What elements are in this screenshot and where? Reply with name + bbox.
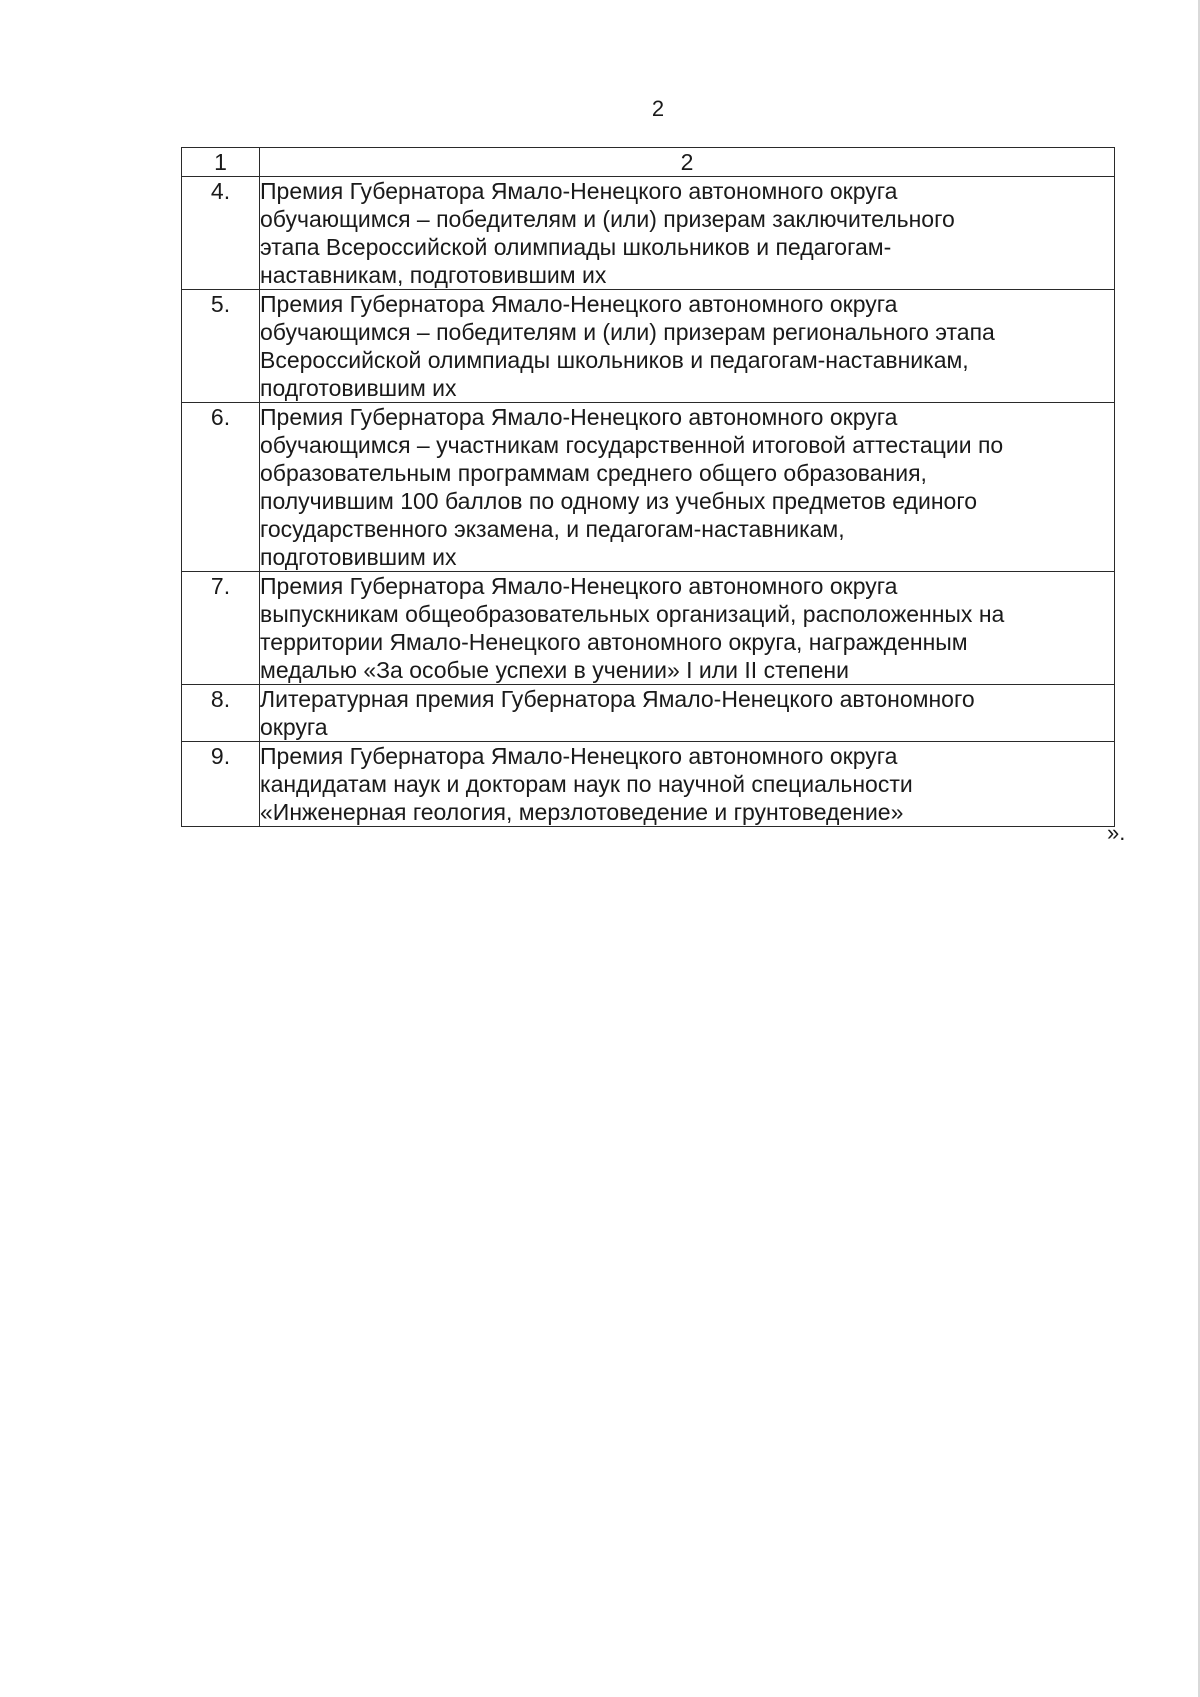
table-row (182, 685, 1115, 742)
award-title-line: государственного экзамена, и педагогам-наставникам, (260, 516, 845, 542)
table-row (182, 290, 1115, 403)
row-number: 6. (182, 403, 260, 572)
award-title-line: округа (260, 714, 328, 740)
table-row (182, 177, 1115, 290)
award-title-line: медалью «За особые успехи в учении» I или II степени (260, 657, 849, 683)
award-title-line: образовательным программам среднего общего образования, (260, 460, 927, 486)
award-title-line: Литературная премия Губернатора Ямало-Ненецкого автономного (260, 686, 975, 712)
table-row (182, 572, 1115, 685)
award-title (260, 290, 1115, 403)
award-title-line: обучающимся – участникам государственной итоговой аттестации по (260, 432, 1004, 458)
row-number: 8. (182, 685, 260, 742)
award-title (260, 685, 1115, 742)
award-title-line: этапа Всероссийской олимпиады школьников и педагогам- (260, 234, 892, 260)
award-title-line: Премия Губернатора Ямало-Ненецкого автономного округа (260, 291, 898, 317)
award-title-line: Премия Губернатора Ямало-Ненецкого автономного округа (260, 573, 898, 599)
column-header-number: 1 (182, 148, 260, 177)
table-body (182, 148, 1115, 827)
award-title-line: подготовившим их (260, 375, 457, 401)
award-title-line: «Инженерная геология, мерзлотоведение и грунтоведение» (260, 799, 904, 825)
award-title-line: подготовившим их (260, 544, 457, 570)
row-number: 5. (182, 290, 260, 403)
award-title (260, 572, 1115, 685)
award-title (260, 177, 1115, 290)
award-title-line: наставникам, подготовившим их (260, 262, 607, 288)
award-title-line: Всероссийской олимпиады школьников и педагогам-наставникам, (260, 347, 969, 373)
award-title-line: Премия Губернатора Ямало-Ненецкого автономного округа (260, 404, 898, 430)
row-number: 7. (182, 572, 260, 685)
award-title-line: территории Ямало-Ненецкого автономного округа, награжденным (260, 629, 968, 655)
award-title-line: выпускникам общеобразовательных организаций, расположенных на (260, 601, 1005, 627)
table-row (182, 742, 1115, 827)
closing-quote: ». (1107, 820, 1126, 845)
award-title-line: обучающимся – победителям и (или) призерам регионального этапа (260, 319, 995, 345)
award-title-line: кандидатам наук и докторам наук по научной специальности (260, 771, 913, 797)
awards-table (181, 147, 1115, 827)
award-title (260, 742, 1115, 827)
row-number: 9. (182, 742, 260, 827)
award-title-line: получившим 100 баллов по одному из учебных предметов единого (260, 488, 977, 514)
page-number: 2 (651, 96, 665, 121)
award-title-line: Премия Губернатора Ямало-Ненецкого автономного округа (260, 178, 898, 204)
award-title-line: обучающимся – победителям и (или) призерам заключительного (260, 206, 955, 232)
award-title (260, 403, 1115, 572)
column-header-title: 2 (260, 148, 1115, 177)
row-number: 4. (182, 177, 260, 290)
table-header-row (182, 148, 1115, 177)
table-row (182, 403, 1115, 572)
award-title-line: Премия Губернатора Ямало-Ненецкого автономного округа (260, 743, 898, 769)
